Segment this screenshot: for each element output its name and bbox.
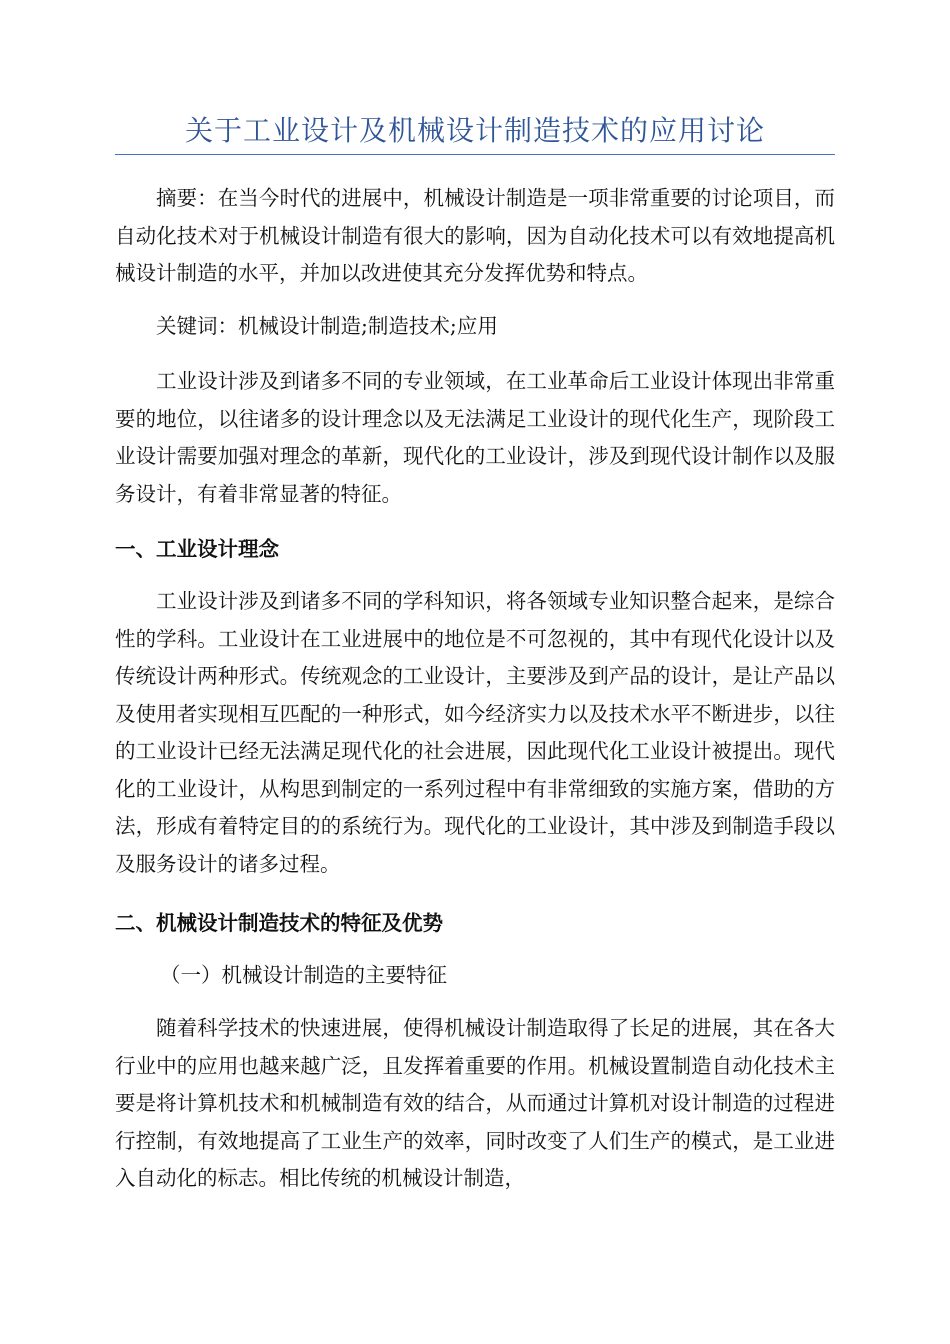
document-title: 关于工业设计及机械设计制造技术的应用讨论 xyxy=(184,114,765,147)
keywords-line: 关键词：机械设计制造;制造技术;应用 xyxy=(156,314,498,338)
section-2-subheading: （一）机械设计制造的主要特征 xyxy=(160,963,447,987)
section-1-heading: 一、工业设计理念 xyxy=(115,537,279,561)
section-2-paragraph: 随着科学技术的快速进展，使得机械设计制造取得了长足的进展，其在各大行业中的应用也越来越广泛，且发挥着重要的作用。机械设置制造自动化技术主要是将计算机技术和机械制造有效的结合，从而通过计算机对设计制造的过程进行控制，有效地提高了工业生产的效率，同时改变了人们生产的模式，是工业进入自动化的标志。相比传统的机械设计制造， xyxy=(115,1016,835,1190)
section-1-paragraph: 工业设计涉及到诸多不同的学科知识，将各领域专业知识整合起来，是综合性的学科。工业设计在工业进展中的地位是不可忽视的，其中有现代化设计以及传统设计两种形式。传统观念的工业设计，主要涉及到产品的设计，是让产品以及使用者实现相互匹配的一种形式，如今经济实力以及技术水平不断进步，以往的工业设计已经无法满足现代化的社会进展，因此现代化工业设计被提出。现代化的工业设计，从构思到制定的一系列过程中有非常细致的实施方案，借助的方法，形成有着特定目的的系统行为。现代化的工业设计，其中涉及到制造手段以及服务设计的诸多过程。 xyxy=(115,589,835,876)
intro-paragraph: 工业设计涉及到诸多不同的专业领域，在工业革命后工业设计体现出非常重要的地位，以往诸多的设计理念以及无法满足工业设计的现代化生产，现阶段工业设计需要加强对理念的革新，现代化的工业设计，涉及到现代设计制作以及服务设计，有着非常显著的特征。 xyxy=(115,369,835,506)
section-2-heading: 二、机械设计制造技术的特征及优势 xyxy=(115,911,443,935)
title-block xyxy=(115,112,835,155)
abstract-paragraph: 摘要：在当今时代的进展中，机械设计制造是一项非常重要的讨论项目，而自动化技术对于机械设计制造有很大的影响，因为自动化技术可以有效地提高机械设计制造的水平，并加以改进使其充分发挥优势和特点。 xyxy=(115,186,835,285)
